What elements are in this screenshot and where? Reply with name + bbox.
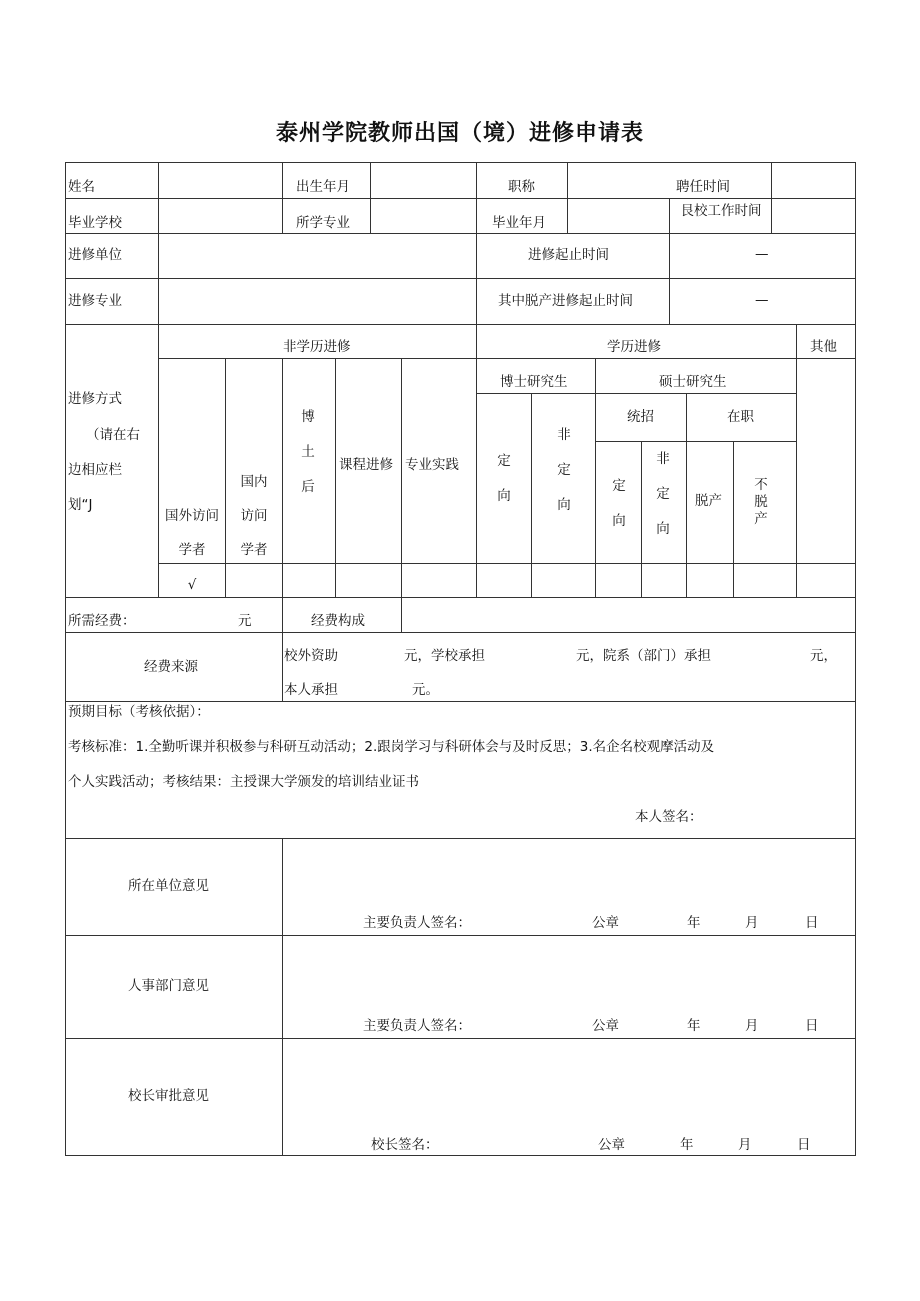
row-line	[65, 198, 856, 199]
row-line	[65, 701, 856, 702]
col-line	[771, 162, 772, 234]
phd-nonoriented-char-1: 非	[557, 427, 571, 443]
row-line	[65, 324, 856, 325]
col-line	[282, 597, 283, 633]
source-dept-yuan: 元，	[810, 648, 837, 664]
mode-check-cells[interactable]	[226, 565, 854, 596]
unit-sign-label: 主要负责人签名：	[363, 915, 471, 931]
hr-month-label: 月	[745, 1018, 759, 1034]
unit-input[interactable]	[160, 235, 474, 277]
funds-needed-label: 所需经费：	[68, 613, 136, 629]
unit-opinion-input[interactable]	[284, 840, 853, 910]
mode-hint-3: 划“J	[68, 497, 93, 513]
table-border-left	[65, 162, 66, 1156]
m-nonoriented-char-3: 向	[656, 521, 670, 537]
school-label: 毕业学校	[68, 215, 122, 231]
major-input[interactable]	[372, 200, 474, 232]
offjob-label: 脱产	[695, 493, 722, 509]
row-line	[65, 935, 856, 936]
col-line	[158, 233, 159, 325]
hr-seal-label: 公章	[592, 1018, 619, 1034]
col-line	[669, 233, 670, 325]
postdoc-char-2: 土	[301, 444, 315, 460]
degree-header: 学历进修	[607, 339, 661, 355]
goal-heading: 预期目标（考核依据）：	[68, 704, 210, 720]
col-line	[567, 162, 568, 198]
goal-result: 个人实践活动；考核结果：主授课大学颁发的培训结业证书	[68, 774, 419, 790]
col-line	[567, 198, 568, 234]
domestic-scholar-label-2: 访问	[240, 508, 268, 524]
row-line	[65, 597, 856, 598]
funds-yuan: 元	[238, 613, 252, 629]
col-line	[282, 632, 283, 702]
hr-day-label: 日	[805, 1018, 819, 1034]
source-school: 元，学校承担	[404, 648, 485, 664]
m-oriented-char-2: 向	[612, 513, 626, 529]
birth-label: 出生年月	[296, 179, 350, 195]
notoff-char-1: 不	[754, 477, 768, 493]
m-nonoriented-char-1: 非	[656, 451, 670, 467]
col-line	[158, 162, 159, 234]
unit-seal-label: 公章	[592, 915, 619, 931]
unit-opinion-label: 所在单位意见	[128, 878, 209, 894]
col-line	[401, 597, 402, 633]
phd-oriented-char-1: 定	[497, 453, 511, 469]
president-opinion-label: 校长审批意见	[128, 1088, 209, 1104]
other-header: 其他	[810, 339, 837, 355]
row-line	[65, 632, 856, 633]
table-border-top	[65, 162, 856, 163]
row-line	[65, 838, 856, 839]
hr-sign-label: 主要负责人签名：	[363, 1018, 471, 1034]
self-signature-label: 本人签名：	[635, 809, 703, 825]
mode-hint-1: （请在右	[86, 427, 140, 443]
foreign-scholar-label-2: 学者	[178, 542, 206, 558]
notoff-char-2: 脱	[754, 494, 768, 510]
row-line	[476, 393, 797, 394]
source-dept: 元，院系（部门）承担	[576, 648, 711, 664]
col-line	[669, 198, 670, 234]
table-border-bottom	[65, 1155, 856, 1156]
phd-nonoriented-char-3: 向	[557, 497, 571, 513]
mode-label: 进修方式	[68, 391, 122, 407]
non-degree-header: 非学历进修	[283, 339, 351, 355]
offjob-period-label: 其中脱产进修起止时间	[498, 293, 633, 309]
hire-time-input[interactable]	[773, 164, 853, 196]
row-line	[595, 441, 797, 442]
row-line	[158, 358, 856, 359]
col-line	[476, 233, 477, 325]
col-line	[158, 324, 159, 598]
master-header: 硕士研究生	[659, 374, 727, 390]
row-line	[65, 278, 856, 279]
unit-month-label: 月	[745, 915, 759, 931]
col-line	[370, 162, 371, 234]
period-dash[interactable]: —	[755, 246, 769, 262]
col-line	[476, 162, 477, 234]
domestic-scholar-label: 国内	[240, 474, 268, 490]
col-line	[796, 324, 797, 598]
birth-input[interactable]	[372, 164, 474, 196]
job-title-label: 职称	[508, 179, 535, 195]
name-label: 姓名	[68, 179, 95, 195]
course-label: 课程进修	[339, 457, 393, 473]
president-opinion-input[interactable]	[284, 1040, 853, 1128]
grad-date-input[interactable]	[569, 200, 667, 232]
source-external: 校外资助	[284, 648, 338, 664]
notoff-char-3: 产	[754, 511, 768, 527]
unit-day-label: 日	[805, 915, 819, 931]
m-nonoriented-char-2: 定	[656, 486, 670, 502]
domestic-scholar-label-3: 学者	[240, 542, 268, 558]
foreign-scholar-label: 国外访问	[165, 508, 219, 524]
postdoc-char-1: 博	[301, 409, 315, 425]
row-line	[65, 1038, 856, 1039]
unit-label: 进修单位	[68, 247, 122, 263]
hr-opinion-input[interactable]	[284, 937, 853, 1013]
phd-header: 博士研究生	[500, 374, 568, 390]
work-time-input[interactable]	[773, 200, 853, 232]
foreign-scholar-check[interactable]: √	[187, 577, 197, 593]
president-seal-label: 公章	[598, 1137, 625, 1153]
postdoc-char-3: 后	[301, 479, 315, 495]
col-line	[476, 324, 477, 598]
period-label: 进修起止时间	[528, 247, 609, 263]
row-line	[158, 563, 856, 564]
mode-hint-2: 边相应栏	[68, 462, 122, 478]
source-self: 本人承担	[284, 682, 338, 698]
goal-criteria: 考核标准：1.全勤听课并积极参与科研互动活动；2.跟岗学习与科研体会与及时反思；3.名企名校观摩活动及	[68, 739, 715, 755]
work-time-label: 艮校工作时间	[680, 203, 762, 219]
funds-composition-input[interactable]	[403, 599, 853, 631]
source-label: 经费来源	[144, 659, 198, 675]
offjob-period-dash[interactable]: —	[755, 292, 769, 308]
hr-year-label: 年	[687, 1018, 701, 1034]
study-major-input[interactable]	[160, 280, 474, 323]
form-title: 泰州学院教师出国（境）进修申请表	[275, 121, 644, 146]
president-day-label: 日	[797, 1137, 811, 1153]
phd-oriented-char-2: 向	[497, 488, 511, 504]
col-line	[401, 358, 402, 598]
unified-header: 统招	[627, 409, 654, 425]
source-self-yuan: 元。	[412, 682, 439, 698]
school-input[interactable]	[160, 200, 280, 232]
table-border-right	[855, 162, 856, 1156]
col-line	[595, 358, 596, 598]
col-line	[335, 358, 336, 598]
president-month-label: 月	[738, 1137, 752, 1153]
unit-year-label: 年	[687, 915, 701, 931]
funds-composition-label: 经费构成	[311, 613, 365, 629]
phd-nonoriented-char-2: 定	[557, 462, 571, 478]
col-line	[282, 358, 283, 598]
row-line	[65, 233, 856, 234]
inservice-header: 在职	[727, 409, 754, 425]
col-line	[282, 838, 283, 1156]
hire-time-label: 聘任时间	[676, 179, 730, 195]
president-sign-label: 校长签名：	[371, 1137, 439, 1153]
hr-opinion-label: 人事部门意见	[128, 978, 209, 994]
m-oriented-char-1: 定	[612, 478, 626, 494]
major-label: 所学专业	[296, 215, 350, 231]
president-year-label: 年	[680, 1137, 694, 1153]
grad-date-label: 毕业年月	[492, 215, 546, 231]
practice-label: 专业实践	[405, 457, 459, 473]
name-input[interactable]	[160, 164, 280, 196]
col-line	[282, 162, 283, 234]
study-major-label: 进修专业	[68, 293, 122, 309]
